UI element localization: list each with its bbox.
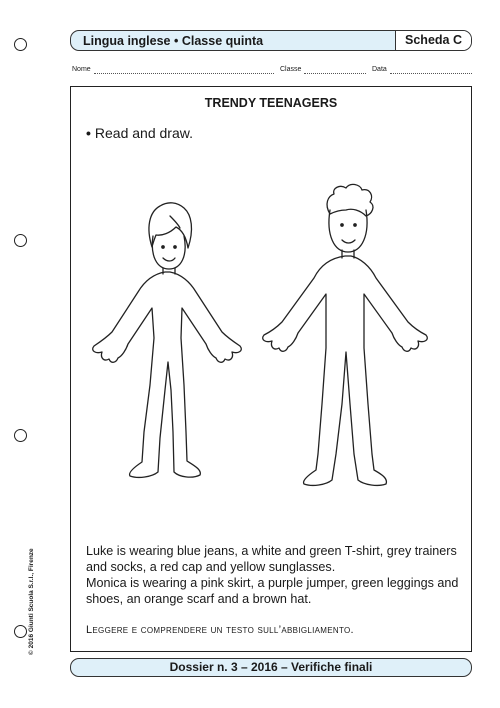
- copyright-notice: © 2016 Giunti Scuola S.r.l., Firenze: [28, 548, 35, 655]
- description-text: [86, 543, 466, 607]
- monica-description: Monica is wearing a pink skirt, a purple jumper, green leggings and shoes, an orange scarf and a brown hat.: [86, 576, 459, 606]
- monica-mouth: [163, 258, 175, 261]
- monica-eye-right: [174, 246, 176, 248]
- luke-description: Luke is wearing blue jeans, a white and green T-shirt, grey trainers and socks, a red cap and yellow sunglasses.: [86, 544, 457, 574]
- monica-eye-left: [162, 246, 164, 248]
- monica-figure: [93, 203, 242, 478]
- figures-illustration[interactable]: [70, 170, 472, 535]
- monica-face-outline: [152, 236, 185, 269]
- sheet-label: Scheda C: [395, 31, 471, 50]
- binder-hole-middle-lower: [14, 429, 27, 442]
- date-label: Data: [372, 66, 387, 73]
- class-line[interactable]: [304, 73, 366, 74]
- luke-face-outline: [329, 210, 367, 252]
- binder-hole-bottom: [14, 625, 27, 638]
- student-fields: [72, 66, 472, 78]
- monica-hair-strand: [170, 216, 180, 228]
- learning-goal: Leggere e comprendere un testo sull’abbigliamento.: [86, 624, 354, 636]
- date-line[interactable]: [390, 73, 472, 74]
- luke-eye-right: [354, 224, 356, 226]
- header-band: [70, 30, 472, 51]
- binder-hole-top: [14, 38, 27, 51]
- instruction-text: Read and draw.: [94, 125, 193, 141]
- luke-body-outline: [263, 256, 428, 485]
- worksheet-title: TRENDY TEENAGERS: [204, 96, 338, 110]
- luke-eye-left: [341, 224, 343, 226]
- luke-mouth: [342, 240, 355, 243]
- class-label: Classe: [280, 66, 302, 73]
- instruction: [86, 125, 193, 141]
- name-label: Nome: [72, 66, 91, 73]
- binder-hole-middle-upper: [14, 234, 27, 247]
- bullet-icon: •: [86, 125, 91, 141]
- luke-figure: [263, 184, 428, 485]
- monica-body-outline: [93, 272, 242, 477]
- footer-band: Dossier n. 3 – 2016 – Verifiche finali: [70, 658, 472, 677]
- subject-title: Lingua inglese • Classe quinta: [83, 34, 264, 48]
- name-line[interactable]: [94, 73, 274, 74]
